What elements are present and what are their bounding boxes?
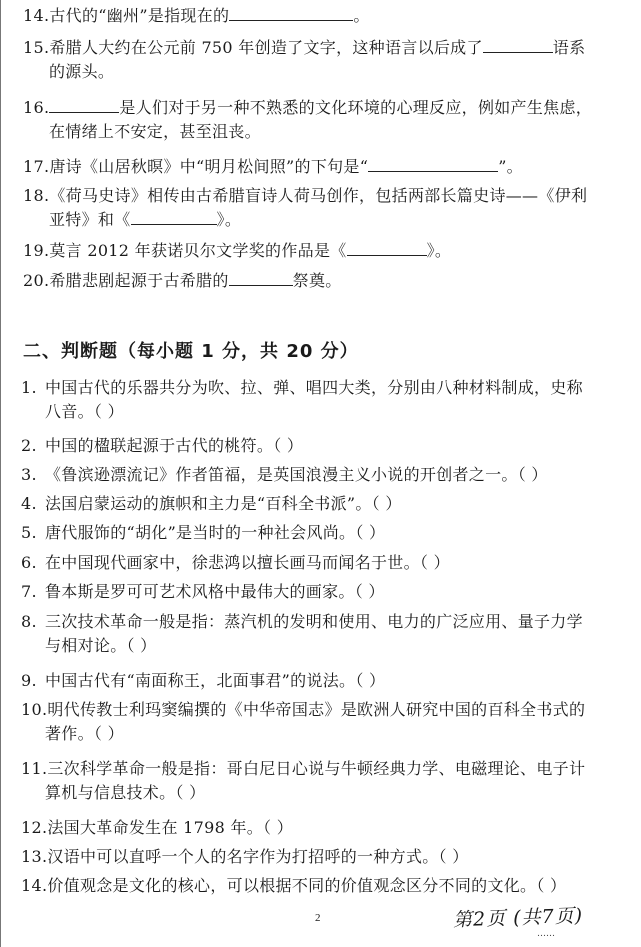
judge-question: 14.价值观念是文化的核心，可以根据不同的价值观念区分不同的文化。（ ） bbox=[21, 876, 567, 895]
handwritten-mark: …… bbox=[537, 929, 555, 939]
judge-question: 13.汉语中可以直呼一个人的名字作为打招呼的一种方式。（ ） bbox=[21, 847, 469, 866]
answer-blank[interactable] bbox=[483, 36, 553, 53]
question-15: 15.希腊人大约在公元前 750 年创造了文字，这种语言以后成了 语系 的源头。 bbox=[23, 38, 586, 81]
question-18: 18.《荷马史诗》相传由古希腊盲诗人荷马创作，包括两部长篇史诗——《伊利 亚特》和《 》。 bbox=[23, 186, 588, 229]
judge-question: 10.明代传教士利玛窦编撰的《中华帝国志》是欧洲人研究中国的百科全书式的 著作。（ ） bbox=[21, 700, 586, 743]
judge-question: 9. 中国古代有“南面称王，北面事君”的说法。（ ） bbox=[21, 671, 386, 690]
judge-question: 3. 《鲁滨逊漂流记》作者笛福，是英国浪漫主义小说的开创者之一。（ ） bbox=[21, 465, 548, 484]
question-14: 14.古代的“幽州”是指现在的 。 bbox=[23, 6, 370, 25]
answer-blank[interactable] bbox=[368, 155, 498, 172]
judge-question: 7. 鲁本斯是罗可可艺术风格中最伟大的画家。（ ） bbox=[21, 582, 385, 601]
question-17: 17.唐诗《山居秋暝》中“明月松间照”的下句是“ ”。 bbox=[23, 157, 523, 176]
question-19: 19.莫言 2012 年获诺贝尔文学奖的作品是《 》。 bbox=[23, 241, 452, 260]
judge-question: 12.法国大革命发生在 1798 年。（ ） bbox=[21, 818, 294, 837]
judge-question: 1. 中国古代的乐器共分为吹、拉、弹、唱四大类，分别由八种材料制成，史称 八音。（ ） bbox=[21, 378, 583, 421]
judge-question: 2. 中国的楹联起源于古代的桃符。（ ） bbox=[21, 436, 304, 455]
question-20: 20.希腊悲剧起源于古希腊的 祭奠。 bbox=[23, 271, 342, 290]
handwritten-page-note: 第2页 (共7页) bbox=[452, 904, 584, 932]
judge-question: 8. 三次技术革命一般是指：蒸汽机的发明和使用、电力的广泛应用、量子力学 与相对论。（ ） bbox=[21, 612, 583, 655]
answer-blank[interactable] bbox=[229, 4, 353, 21]
section-title: 二、判断题（每小题 1 分，共 20 分） bbox=[23, 341, 359, 362]
question-16: 16. 是人们对于另一种不熟悉的文化环境的心理反应，例如产生焦虑， 在情绪上不安定，甚至沮丧。 bbox=[23, 98, 593, 141]
answer-blank[interactable] bbox=[49, 96, 119, 113]
judge-question: 5. 唐代服饰的“胡化”是当时的一种社会风尚。（ ） bbox=[21, 523, 386, 542]
judge-question: 11.三次科学革命一般是指：哥白尼日心说与牛顿经典力学、电磁理论、电子计 算机与信息技术。（ ） bbox=[21, 759, 586, 802]
judge-question: 6. 在中国现代画家中，徐悲鸿以擅长画马而闻名于世。（ ） bbox=[21, 553, 450, 572]
page-number: 2 bbox=[315, 912, 321, 924]
answer-blank[interactable] bbox=[229, 269, 293, 286]
judge-question: 4. 法国启蒙运动的旗帜和主力是“百科全书派”。（ ） bbox=[21, 494, 402, 513]
answer-blank[interactable] bbox=[347, 239, 427, 256]
answer-blank[interactable] bbox=[131, 208, 217, 225]
